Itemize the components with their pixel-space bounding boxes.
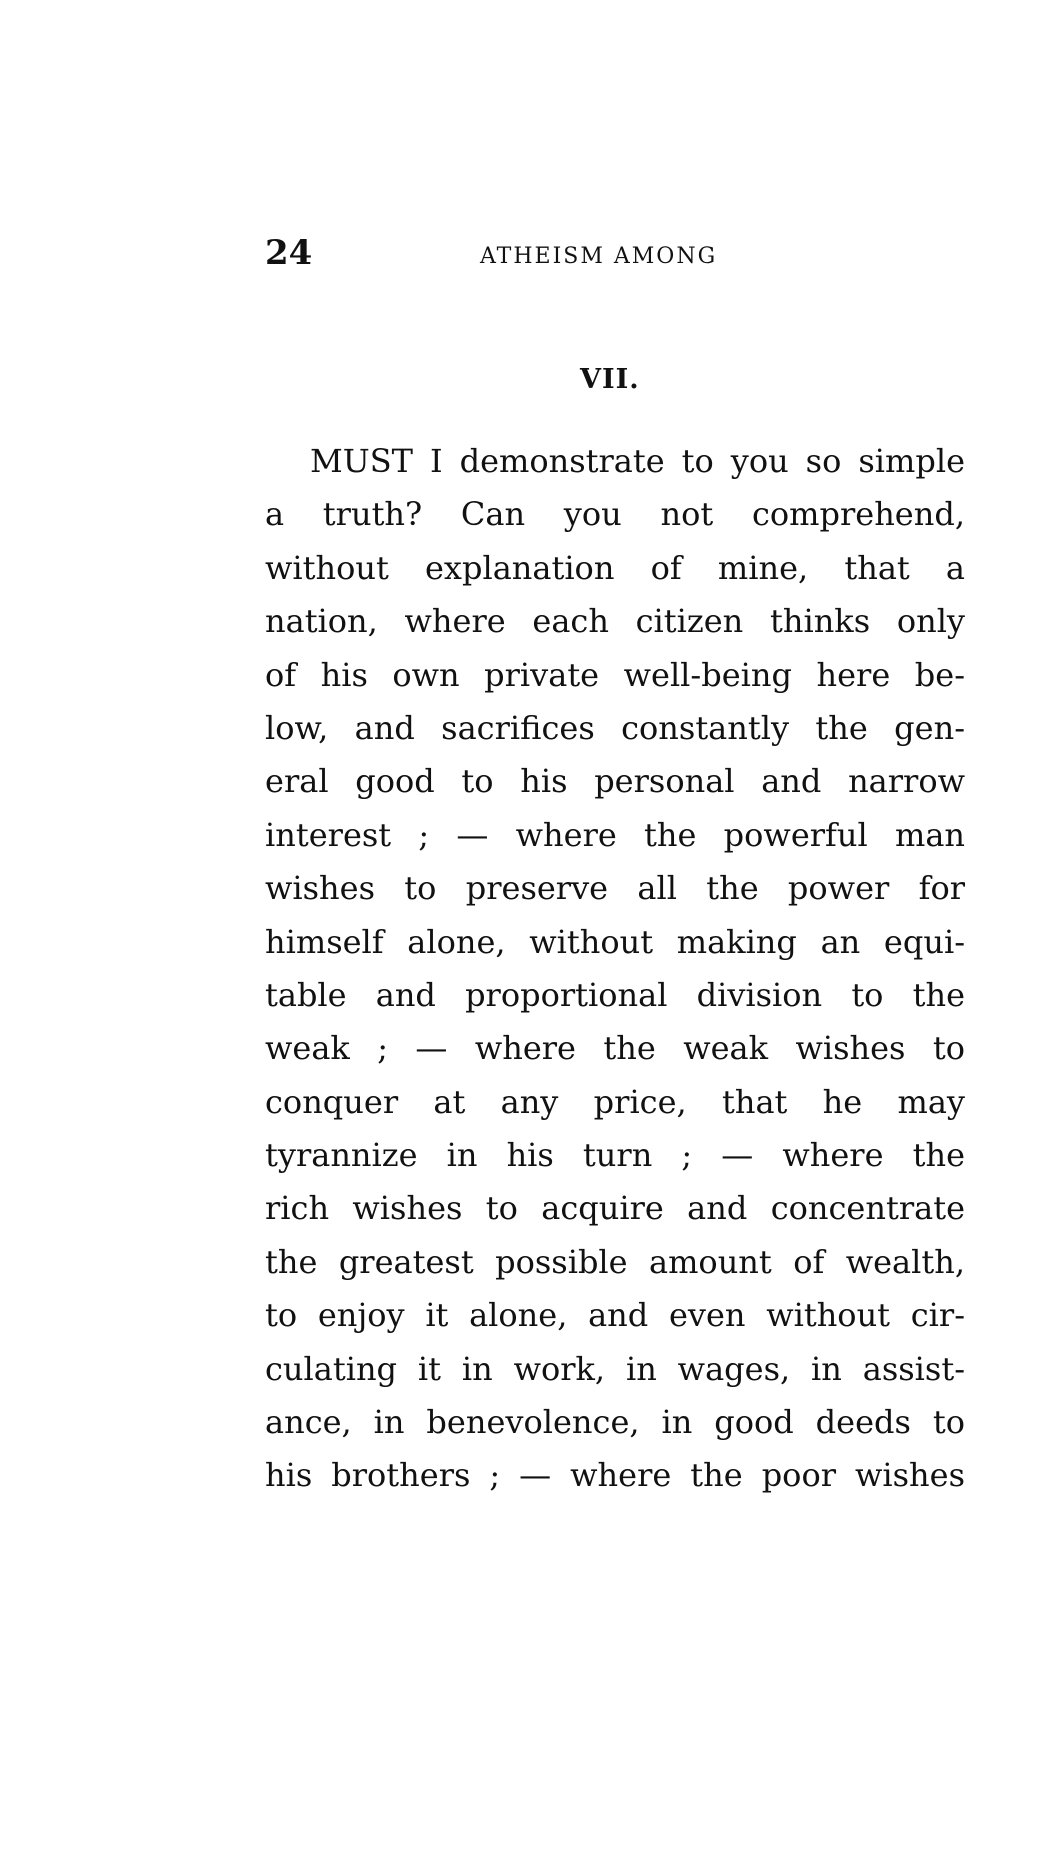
text-line: his brothers ; — where the poor wishes [265,1456,965,1495]
text-line: ance, in benevolence, in good deeds to [265,1403,965,1442]
text-line: nation, where each citizen thinks only [265,602,965,641]
text-line: MUST I demonstrate to you so simple [310,442,965,480]
text-line: wishes to preserve all the power for [265,869,965,908]
text-line: table and proportional division to the [265,975,965,1014]
text-line: himself alone, without making an equi- [265,922,965,961]
text-line: to enjoy it alone, and even without cir- [265,1296,965,1335]
text-line: eral good to his personal and narrow [265,762,965,801]
running-title: ATHEISM AMONG [480,244,718,269]
text-line: tyrannize in his turn ; — where the [265,1136,965,1175]
text-line: without explanation of mine, that a [265,548,965,587]
text-line: conquer at any price, that he may [265,1082,965,1121]
section-heading: VII. [580,364,640,395]
text-line: rich wishes to acquire and concentrate [265,1189,965,1228]
page-number: 24 [265,233,313,273]
body-text [265,435,965,1503]
text-line: weak ; — where the weak wishes to [265,1029,965,1068]
text-line: culating it in work, in wages, in assist- [265,1349,965,1388]
text-line: of his own private well-being here be- [265,655,965,694]
text-line: interest ; — where the powerful man [265,815,965,854]
text-line: the greatest possible amount of wealth, [265,1242,965,1281]
text-line: a truth? Can you not comprehend, [265,495,965,534]
text-line: low, and sacrifices constantly the gen- [265,708,965,747]
page-header [265,233,965,286]
